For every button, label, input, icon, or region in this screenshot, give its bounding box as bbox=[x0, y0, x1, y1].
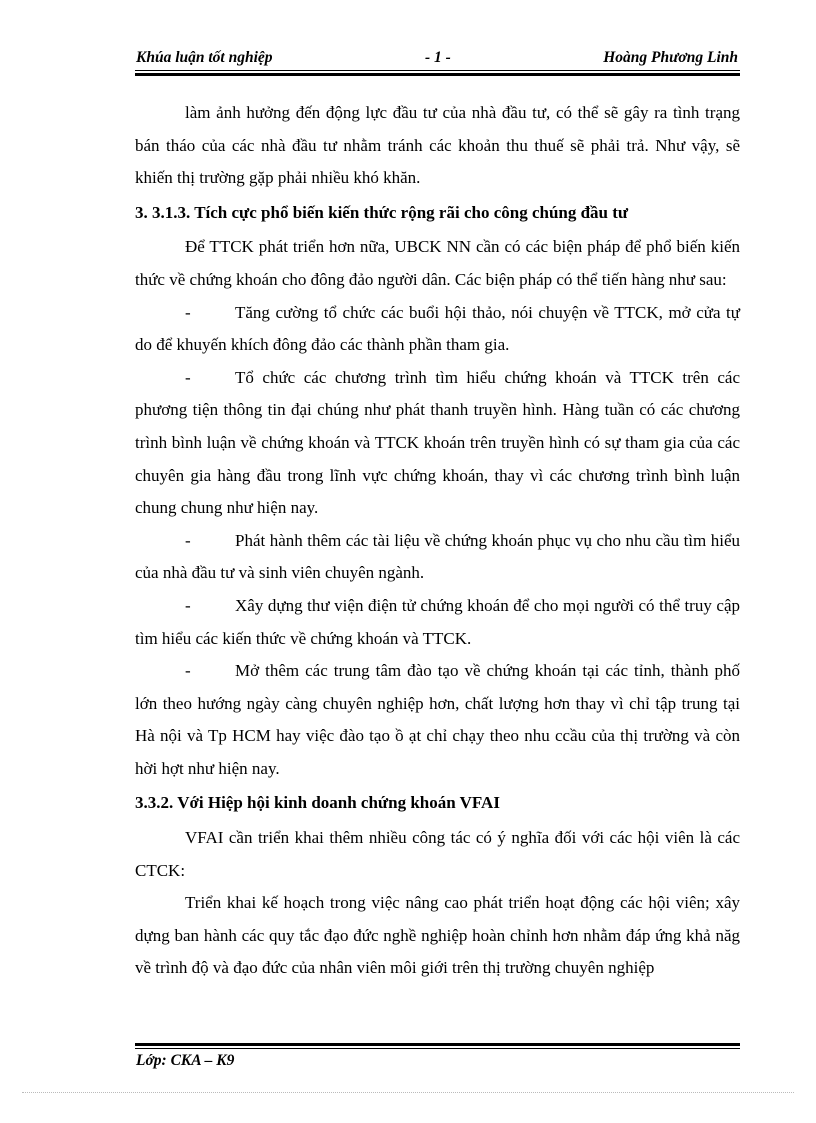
bullet-text: Phát hành thêm các tài liệu về chứng khoán phục vụ cho nhu cầu tìm hiểu của nhà đầu tư và sinh viên chuyên ngành. bbox=[135, 530, 740, 583]
bullet-dash: - bbox=[185, 595, 191, 615]
header-author-name: Hoàng Phương Linh bbox=[603, 49, 738, 66]
bullet-dash: - bbox=[185, 661, 191, 681]
paragraph-intro: Để TTCK phát triển hơn nữa, UBCK NN cần có các biện pháp để phổ biến kiến thức về chứng khoán cho đông đảo người dân. Các biện pháp có thể tiến hàng như sau: bbox=[135, 237, 740, 289]
section-heading-3-3-1-3: 3. 3.1.3. Tích cực phổ biến kiến thức rộng rãi cho công chúng đầu tư bbox=[135, 202, 629, 222]
bullet-text: Tổ chức các chương trình tìm hiểu chứng khoán và TTCK trên các phương tiện thông tin đại chúng như phát thanh truyền hình. Hàng tuần có các chương trình bình luận về chứng khoán và TTCK khoán trên truyền hình có sự tham gia của các chuyên gia hàng đầu trong lĩnh vực chứng khoán, thay vì các chương trình bình luận chung chung như hiện nay. bbox=[135, 367, 740, 518]
bullet-item bbox=[135, 362, 740, 525]
page-body bbox=[135, 97, 740, 985]
header-page-number: - 1 - bbox=[425, 49, 451, 66]
header-rule bbox=[135, 70, 740, 76]
bullet-text: Mở thêm các trung tâm đào tạo về chứng khoán tại các tỉnh, thành phố lớn theo hướng ngày càng chuyên nghiệp hơn, chất lượng hơn thay vì chỉ tập trung tại Hà nội và Tp HCM hay việc đào tạo ồ ạt chỉ chạy theo nhu ccầu của thị trường và còn hời hợt như hiện nay. bbox=[135, 661, 740, 778]
bullet-item bbox=[135, 525, 740, 590]
bullet-item bbox=[135, 655, 740, 785]
footer-rule bbox=[135, 1043, 740, 1049]
bullet-dash: - bbox=[185, 367, 191, 387]
paragraph-vfai: VFAI cần triển khai thêm nhiều công tác có ý nghĩa đối với các hội viên là các CTCK: bbox=[135, 828, 740, 880]
paragraph-continued: làm ảnh hưởng đến động lực đầu tư của nhà đầu tư, có thể sẽ gây ra tình trạng bán tháo của các nhà đầu tư nhằm tránh các khoản thu thuế sẽ phải trả. Như vậy, sẽ khiến thị trường gặp phải nhiều khó khăn. bbox=[135, 103, 740, 188]
bullet-item bbox=[135, 297, 740, 362]
section-heading-3-3-2: 3.3.2. Với Hiệp hội kinh doanh chứng khoán VFAI bbox=[135, 793, 500, 813]
bullet-text: Tăng cường tổ chức các buổi hội thảo, nói chuyện về TTCK, mở cửa tự do để khuyến khích đông đảo các thành phần tham gia. bbox=[135, 302, 740, 355]
footer-class-label: Lớp: CKA – K9 bbox=[136, 1052, 235, 1069]
bullet-dash: - bbox=[185, 530, 191, 550]
header-thesis-title: Khúa luận tốt nghiệp bbox=[136, 49, 273, 66]
bullet-item bbox=[135, 590, 740, 655]
page-header bbox=[135, 47, 740, 69]
bullet-dash: - bbox=[185, 302, 191, 322]
page-edge-divider bbox=[22, 1092, 794, 1093]
bullet-text: Xây dựng thư viện điện tử chứng khoán để cho mọi người có thể truy cập tìm hiểu các kiến thức về chứng khoán và TTCK. bbox=[135, 595, 740, 648]
paragraph-plan: Triển khai kế hoạch trong việc nâng cao phát triển hoạt động các hội viên; xây dựng ban hành các quy tắc đạo đức nghề nghiệp hoàn chỉnh hơn nhằm đáp ứng khả năg về trình độ và đạo đức của nhân viên môi giới trên thị trường chuyên nghiệp bbox=[135, 893, 740, 978]
